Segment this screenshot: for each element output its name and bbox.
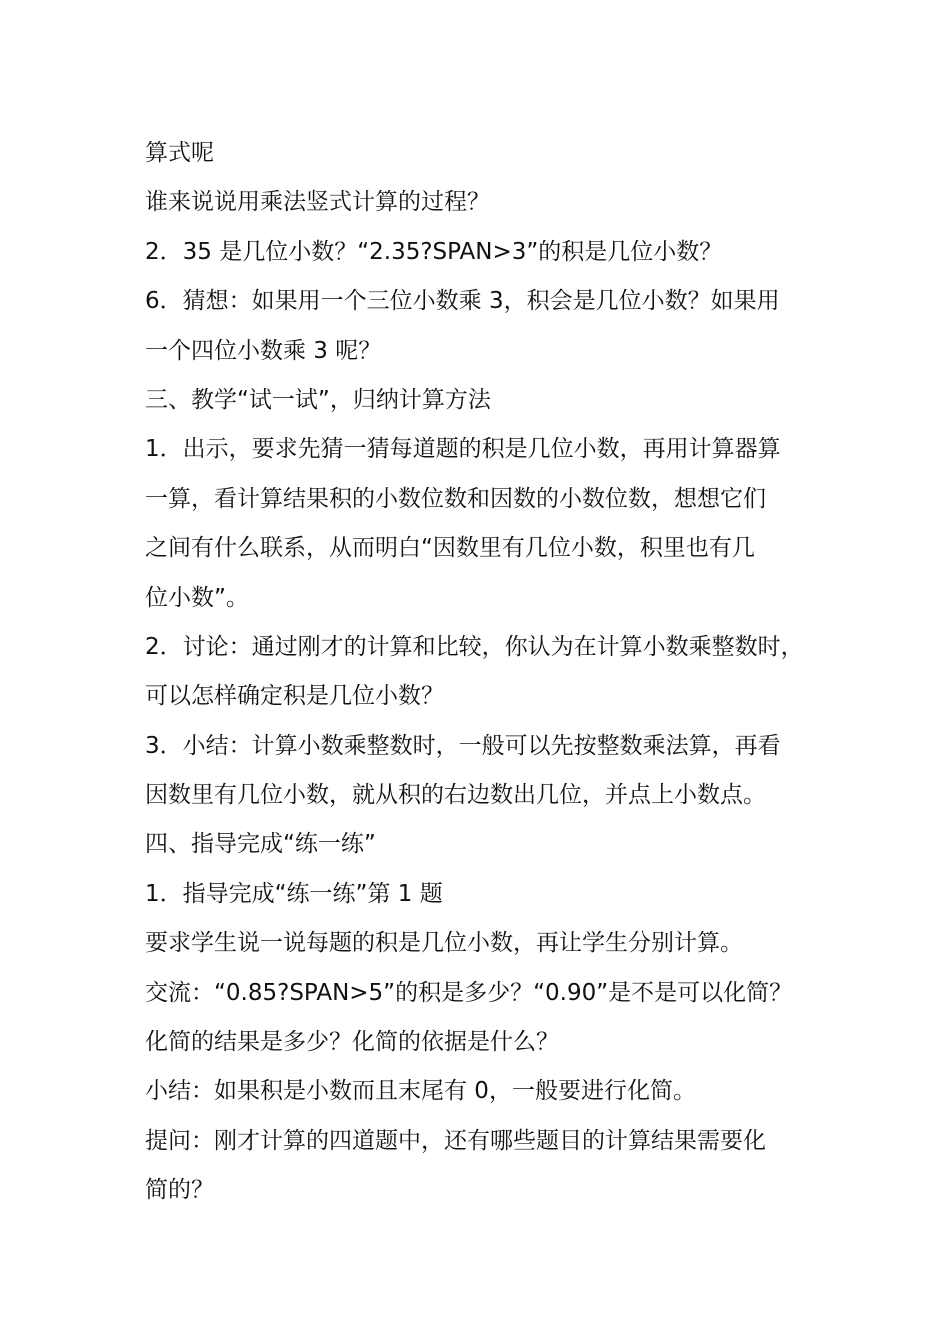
text-line: 位小数”。 <box>145 584 249 611</box>
text-line: 2．35 是几位小数？“2.35?SPAN>3”的积是几位小数？ <box>145 238 723 265</box>
text-line: 小结：如果积是小数而且末尾有 0，一般要进行化简。 <box>145 1078 696 1105</box>
text-line: 6．猜想：如果用一个三位小数乘 3，积会是几位小数？如果用 <box>145 288 780 315</box>
text-line: 简的？ <box>145 1177 214 1204</box>
text-line: 算式呢 <box>145 140 214 166</box>
text-line: 1．出示，要求先猜一猜每道题的积是几位小数，再用计算器算 <box>145 436 781 463</box>
text-line: 因数里有几位小数，就从积的右边数出几位，并点上小数点。 <box>145 782 766 809</box>
text-line: 谁来说说用乘法竖式计算的过程？ <box>145 189 490 216</box>
text-line: 提问：刚才计算的四道题中，还有哪些题目的计算结果需要化 <box>145 1127 766 1154</box>
document-body <box>145 129 825 1216</box>
text-line: 一个四位小数乘 3 呢？ <box>145 337 382 364</box>
text-line: 可以怎样确定积是几位小数？ <box>145 683 444 710</box>
text-line: 一算，看计算结果积的小数位数和因数的小数位数，想想它们 <box>145 485 766 512</box>
text-line: 交流：“0.85?SPAN>5”的积是多少？“0.90”是不是可以化简？ <box>145 979 793 1006</box>
text-line: 之间有什么联系，从而明白“因数里有几位小数，积里也有几 <box>145 535 755 562</box>
section-heading: 四、指导完成“练一练” <box>145 831 376 858</box>
text-line: 1．指导完成“练一练”第 1 题 <box>145 880 443 907</box>
text-line: 2．讨论：通过刚才的计算和比较，你认为在计算小数乘整数时， <box>145 633 804 660</box>
section-heading: 三、教学“试一试”，归纳计算方法 <box>145 386 491 413</box>
text-line: 3．小结：计算小数乘整数时，一般可以先按整数乘法算，再看 <box>145 732 781 759</box>
text-line: 要求学生说一说每题的积是几位小数，再让学生分别计算。 <box>145 930 743 957</box>
text-line: 化简的结果是多少？化简的依据是什么？ <box>145 1029 559 1056</box>
